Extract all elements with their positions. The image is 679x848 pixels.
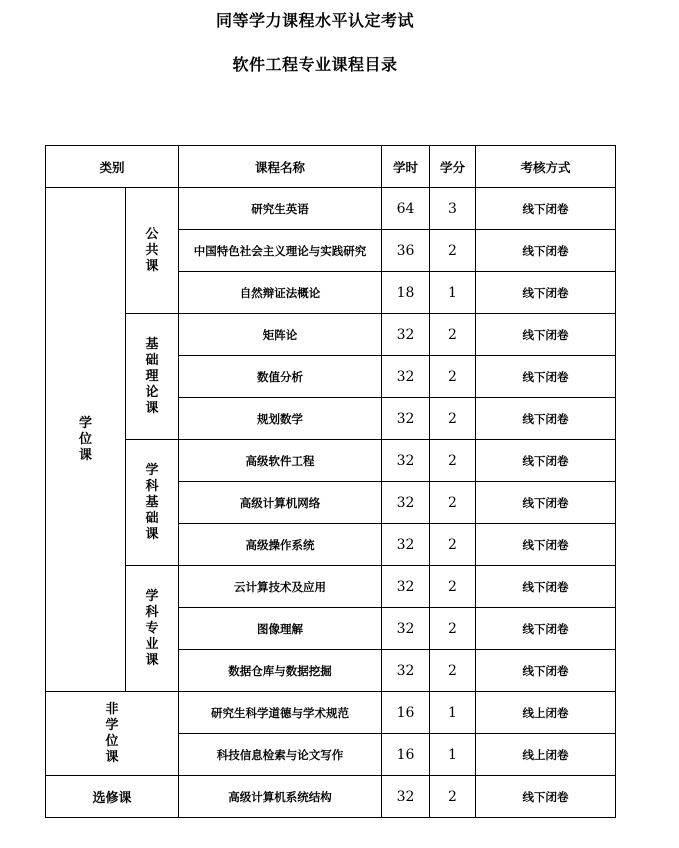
course-hours: 32 xyxy=(382,566,430,608)
course-credits: 2 xyxy=(430,650,476,692)
course-hours: 32 xyxy=(382,482,430,524)
course-exam: 线下闭卷 xyxy=(476,608,616,650)
course-hours: 64 xyxy=(382,188,430,230)
group-public: 公共课 xyxy=(126,188,179,314)
course-credits: 2 xyxy=(430,608,476,650)
course-credits: 2 xyxy=(430,356,476,398)
group-discipline-basic: 学科基础课 xyxy=(126,440,179,566)
course-credits: 2 xyxy=(430,524,476,566)
course-credits: 2 xyxy=(430,398,476,440)
course-exam: 线上闭卷 xyxy=(476,692,616,734)
group-discipline-major: 学科专业课 xyxy=(126,566,179,692)
course-catalog-table xyxy=(45,145,616,818)
course-hours: 36 xyxy=(382,230,430,272)
course-name: 中国特色社会主义理论与实践研究 xyxy=(179,230,382,272)
course-name: 科技信息检索与论文写作 xyxy=(179,734,382,776)
table-row xyxy=(46,188,616,230)
course-exam: 线下闭卷 xyxy=(476,650,616,692)
course-credits: 1 xyxy=(430,272,476,314)
course-name: 云计算技术及应用 xyxy=(179,566,382,608)
header-hours: 学时 xyxy=(382,146,430,188)
table-header-row xyxy=(46,146,616,188)
group-elective: 选修课 xyxy=(46,776,179,818)
course-hours: 32 xyxy=(382,356,430,398)
course-name: 图像理解 xyxy=(179,608,382,650)
course-hours: 18 xyxy=(382,272,430,314)
course-exam: 线下闭卷 xyxy=(476,314,616,356)
table-row xyxy=(46,566,616,608)
course-name: 高级计算机网络 xyxy=(179,482,382,524)
course-exam: 线下闭卷 xyxy=(476,776,616,818)
course-exam: 线下闭卷 xyxy=(476,356,616,398)
course-credits: 2 xyxy=(430,230,476,272)
course-name: 高级操作系统 xyxy=(179,524,382,566)
group-non-degree: 非学位课 xyxy=(46,692,179,776)
course-name: 数据仓库与数据挖掘 xyxy=(179,650,382,692)
course-credits: 2 xyxy=(430,482,476,524)
course-name: 数值分析 xyxy=(179,356,382,398)
course-hours: 16 xyxy=(382,734,430,776)
header-exam: 考核方式 xyxy=(476,146,616,188)
course-name: 研究生科学道德与学术规范 xyxy=(179,692,382,734)
header-course-name: 课程名称 xyxy=(179,146,382,188)
course-name: 高级软件工程 xyxy=(179,440,382,482)
course-exam: 线下闭卷 xyxy=(476,188,616,230)
group-basic-theory: 基础理论课 xyxy=(126,314,179,440)
course-hours: 32 xyxy=(382,524,430,566)
course-credits: 2 xyxy=(430,776,476,818)
course-exam: 线下闭卷 xyxy=(476,440,616,482)
course-name: 矩阵论 xyxy=(179,314,382,356)
page-subtitle: 软件工程专业课程目录 xyxy=(232,55,398,74)
course-hours: 32 xyxy=(382,608,430,650)
course-hours: 32 xyxy=(382,440,430,482)
group-degree: 学位课 xyxy=(46,188,126,692)
course-exam: 线下闭卷 xyxy=(476,482,616,524)
course-exam: 线上闭卷 xyxy=(476,734,616,776)
table-row xyxy=(46,314,616,356)
course-hours: 32 xyxy=(382,398,430,440)
course-exam: 线下闭卷 xyxy=(476,398,616,440)
course-credits: 1 xyxy=(430,734,476,776)
course-hours: 32 xyxy=(382,776,430,818)
course-credits: 2 xyxy=(430,314,476,356)
page-title: 同等学力课程水平认定考试 xyxy=(215,11,414,30)
course-credits: 3 xyxy=(430,188,476,230)
course-exam: 线下闭卷 xyxy=(476,566,616,608)
course-hours: 32 xyxy=(382,650,430,692)
table-row xyxy=(46,440,616,482)
course-exam: 线下闭卷 xyxy=(476,230,616,272)
course-name: 自然辩证法概论 xyxy=(179,272,382,314)
course-hours: 32 xyxy=(382,314,430,356)
header-category: 类别 xyxy=(46,146,179,188)
course-credits: 1 xyxy=(430,692,476,734)
course-name: 研究生英语 xyxy=(179,188,382,230)
course-name: 规划数学 xyxy=(179,398,382,440)
course-exam: 线下闭卷 xyxy=(476,524,616,566)
course-name: 高级计算机系统结构 xyxy=(179,776,382,818)
table-row xyxy=(46,776,616,818)
header-credits: 学分 xyxy=(430,146,476,188)
course-credits: 2 xyxy=(430,566,476,608)
course-hours: 16 xyxy=(382,692,430,734)
table-row xyxy=(46,692,616,734)
course-credits: 2 xyxy=(430,440,476,482)
course-exam: 线下闭卷 xyxy=(476,272,616,314)
